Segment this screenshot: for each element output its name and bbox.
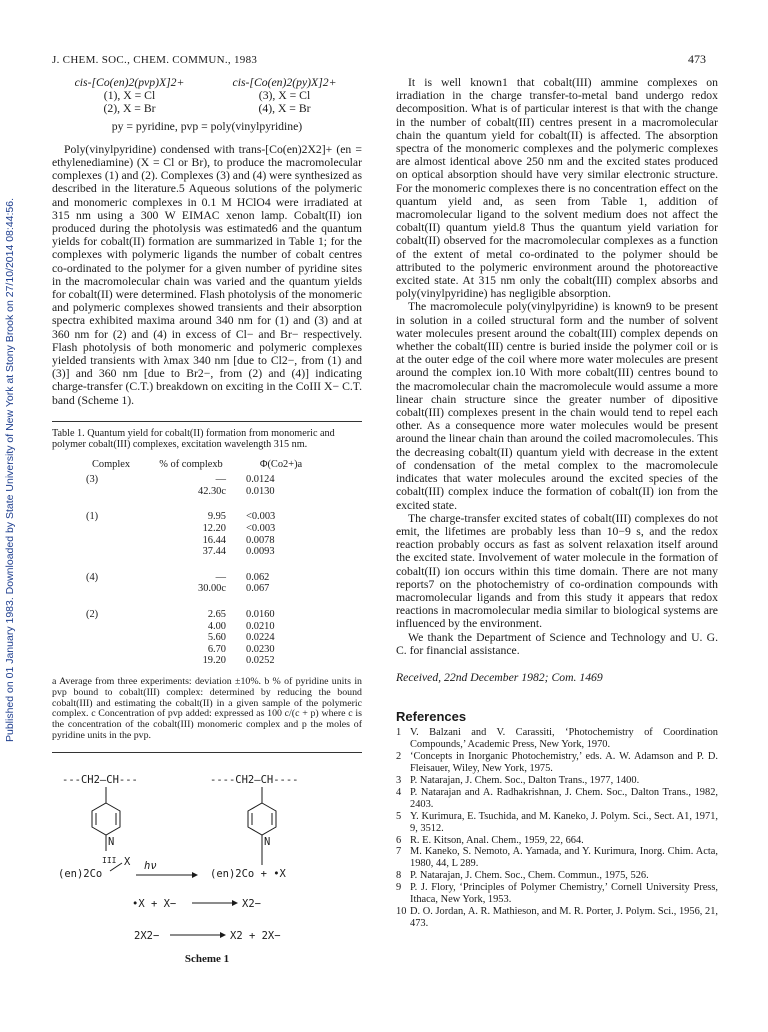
table-row: 6.70 0.0230 <box>207 643 275 655</box>
compound-1-label: (1), X = Cl <box>103 89 156 103</box>
received-date: Received, 22nd December 1982; Com. 1469 <box>396 670 603 684</box>
eq2-reactants: •X + X− <box>132 897 177 910</box>
monomer-complex-formula: cis-[Co(en)2(py)X]2+ <box>232 76 337 89</box>
eq3-products: X2 + 2X− <box>230 929 281 942</box>
abbreviation-definition: py = pyridine, pvp = poly(vinylpyridine) <box>111 119 303 133</box>
quantum-yield-table <box>76 459 326 667</box>
body-paragraph: The macromolecule poly(vinylpyridine) is known9 to be present in solution in a coiled structural form and the number of solvent water molecules present around the cobalt(III) complex depends on whether the cobalt(III) centre is buried inside the polymer coil or is at the outer edge of the coil where more water molecules are present around the complex ion.10 With more cobalt(III) centres bound to the macromolecular chain the macromolecule would assume a more linear chain structure since the greater number of dipositive cobalt(III) complexes present in the chain would tend to repel each other. As a consequence more water molecules would be present around the linear chain than around the coiled macromolecules. This the decreasing cobalt(II) quantum yield with decrease in the extent of condensation of the metal complex to the macromolecule indicates that water molecules around the excited species of the cobalt(III) complex induce the formation of cobalt(II) ion from the excited state. <box>396 300 718 512</box>
acknowledgement: We thank the Department of Science and Technology and U. G. C. for financial assistance. <box>396 630 718 657</box>
product-label: (en)2Co + •X <box>210 867 286 880</box>
reference-item: 4 P. Natarajan and A. Radhakrishnan, J. Chem. Soc., Dalton Trans., 1982, 2403. <box>396 786 718 810</box>
scheme-svg <box>52 767 362 953</box>
reference-item: 1 V. Balzani and V. Carassiti, ‘Photochemistry of Coordination Compounds,’ Academic Press, New York, 1970. <box>396 727 718 751</box>
right-column <box>396 76 718 930</box>
reference-item: 3 P. Natarajan, J. Chem. Soc., Dalton Trans., 1977, 1400. <box>396 774 640 786</box>
table-row: 42.30c 0.0130 <box>198 485 275 497</box>
chain-left-label: ---CH2—CH--- <box>62 773 138 786</box>
table-footnote: a Average from three experiments: deviation ±10%. b % of pyridine units in pvp bound to cobalt(III) complex: determined by reducing the bound cobalt(III) and estimating the cobalt(II) in a given sample of the polymeric complex. c Concentration of pvp added: expressed as 100 c/(c + p) where c is the concentration of the cobalt(III) monomeric complex and p the moles of pyridine units in the pvp. <box>52 676 362 741</box>
reference-item: 10 D. O. Jordan, A. R. Mathieson, and M. R. Porter, J. Polym. Sci., 1956, 21, 473. <box>396 905 718 929</box>
table-row: (3) — 0.0124 <box>86 474 275 486</box>
compound-4-label: (4), X = Br <box>258 102 311 116</box>
hv-label: hν <box>144 859 157 872</box>
scheme-caption: Scheme 1 <box>184 952 230 965</box>
table-row: 12.20 <0.003 <box>202 523 276 535</box>
table-row: 5.60 0.0224 <box>207 632 275 644</box>
table-bottom-rule <box>52 752 362 753</box>
reference-item: 6 R. E. Kitson, Anal. Chem., 1959, 22, 664. <box>396 834 584 846</box>
scheme-1-diagram <box>52 767 362 972</box>
table-row: (1) 9.95 <0.003 <box>86 511 276 523</box>
table-row: 16.44 0.0078 <box>202 534 275 546</box>
table-row: 30.00c 0.067 <box>198 583 270 595</box>
chain-right-label: ----CH2—CH---- <box>210 773 299 786</box>
table-row: (2) 2.65 0.0160 <box>86 609 275 621</box>
cobalt-oxidation-state: III <box>102 855 117 865</box>
eq3-reactants: 2X2− <box>134 929 160 942</box>
journal-header: J. CHEM. SOC., CHEM. COMMUN., 1983 <box>52 54 258 66</box>
reference-item: 7 M. Kaneko, S. Nemoto, A. Yamada, and Y. Kurimura, Inorg. Chim. Acta, 1980, 44, L 289. <box>396 846 718 870</box>
download-notice <box>4 110 16 830</box>
left-column <box>52 76 362 972</box>
polymer-complex-formula: cis-[Co(en)2(pvp)X]2+ <box>74 76 185 89</box>
table-row: 37.44 0.0093 <box>202 546 275 558</box>
body-paragraph: The charge-transfer excited states of cobalt(III) complexes do not emit, the lifetimes are probably less than 10−9 s, and the redox reaction probably occurs as fast as solvent relaxation itself around the excited state. Involvement of water molecule in the formation of cobalt(II) ion occurs within this time domain. There are not many reports7 on the photochemistry of co-ordination compounds with macromolecular ligands and from this study it appears that redox reactions in macromolecular media similar to biological systems are influenced by the environment. <box>396 511 718 631</box>
table-top-rule <box>52 421 362 422</box>
reference-item: 2 ‘Concepts in Inorganic Photochemistry,’ eds. A. W. Adamson and P. D. Fleisauer, Wiley, New York, 1975. <box>396 751 718 775</box>
reference-item: 9 P. J. Flory, ‘Principles of Polymer Chemistry,’ Cornell University Press, Ithaca, New York, 1953. <box>396 882 718 906</box>
table-header-percent: % of complexb <box>159 458 223 470</box>
compound-3-label: (3), X = Cl <box>258 89 311 103</box>
table-row: (4) — 0.062 <box>86 571 270 583</box>
references-heading: References <box>396 709 467 725</box>
body-paragraph: It is well known1 that cobalt(III) ammine complexes on irradiation in the charge transfer-to-metal band undergo redox decomposition. What is of particular interest is that with the change in the number of cobalt(III) centres present in a macromolecular chain the quantum yield for cobalt(II) is affected. The absorption spectra of the monomeric complexes and the polymeric complexes are almost identical above 250 nm and the excited states produced on optical absorption should have very similar electronic structure. For the monomeric complexes there is no concentration effect on the quantum yield and, as seen from Table 1, addition of macromolecular ligand to the solvent medium does not affect the cobalt(II) quantum yield.8 Thus the quantum yield variation for cobalt(II) observed for the macromolecular complexes as a function of the extent of metal co-ordinated to the polymer should be attributed to the polymeric environment around the photoreactive excited state. At 315 nm only the cobalt(III) complex absorbs and poly(vinylpyridine) has negligible absorption. <box>396 76 718 301</box>
halide-x-label: X <box>124 855 131 868</box>
body-paragraph-left: Poly(vinylpyridine) condensed with trans-[Co(en)2X2]+ (en = ethylenediamine) (X = Cl or Br), to produce the macromolecular complexes (1) and (2). Complexes (3) and (4) were synthesized as described in the literature.5 Aqueous solutions of the polymeric and monomeric complexes in 0.1 M HClO4 were irradiated at 315 nm using a 300 W EIMAC xenon lamp. Cobalt(II) ion produced during the photolysis was estimated6 and the quantum yields for cobalt(II) formation are summarized in Table 1; for the complexes with polymeric ligands the number of cobalt centres co-ordinated to the polymer for a given number of pyridine sites in the macromolecular chain was varied and the quantum yields for cobalt(II) were determined. Flash photolysis of the monomeric and polymeric complexes showed transients and their absorption spectra exhibited maxima around 340 nm for (1) and (3) and at 360 nm for (2) and (4) in excess of Cl− and Br− respectively. Flash photolysis of both monomeric and polymeric complexes yielded transients with λmax 340 nm [due to Cl2−, from (1) and (3)] and 360 nm [due to Br2−, from (2) and (4)] indicating charge-transfer (C.T.) breakdown on exciting in the CoIII X− C.T. band (Scheme 1). <box>52 142 362 407</box>
eq2-product: X2− <box>242 897 261 910</box>
table-header-complex: Complex <box>91 458 131 470</box>
compound-2-label: (2), X = Br <box>103 102 156 116</box>
right-n-label: N <box>264 835 271 848</box>
compound-definitions <box>52 76 362 133</box>
reactant-cobalt-label: (en)2Co <box>58 867 103 880</box>
left-n-label: N <box>108 835 115 848</box>
table-caption: Table 1. Quantum yield for cobalt(II) formation from monomeric and polymer cobalt(III) complexes, excitation wavelength 315 nm. <box>52 427 335 451</box>
download-notice-text: Published on 01 January 1983. Downloaded by State University of New York at Stony Brook on 27/10/2014 08:44:56. <box>4 197 16 743</box>
references-list <box>396 727 718 929</box>
table-header-phi: Φ(Co2+)a <box>259 458 303 470</box>
reference-item: 5 Y. Kurimura, E. Tsuchida, and M. Kaneko, J. Polym. Sci., Sect. A1, 1971, 9, 3512. <box>396 810 718 834</box>
table-row: 4.00 0.0210 <box>207 620 275 632</box>
reference-item: 8 P. Natarajan, J. Chem. Soc., Chem. Commun., 1975, 526. <box>396 870 649 882</box>
table-row: 19.20 0.0252 <box>202 655 275 667</box>
page-number: 473 <box>688 52 706 66</box>
